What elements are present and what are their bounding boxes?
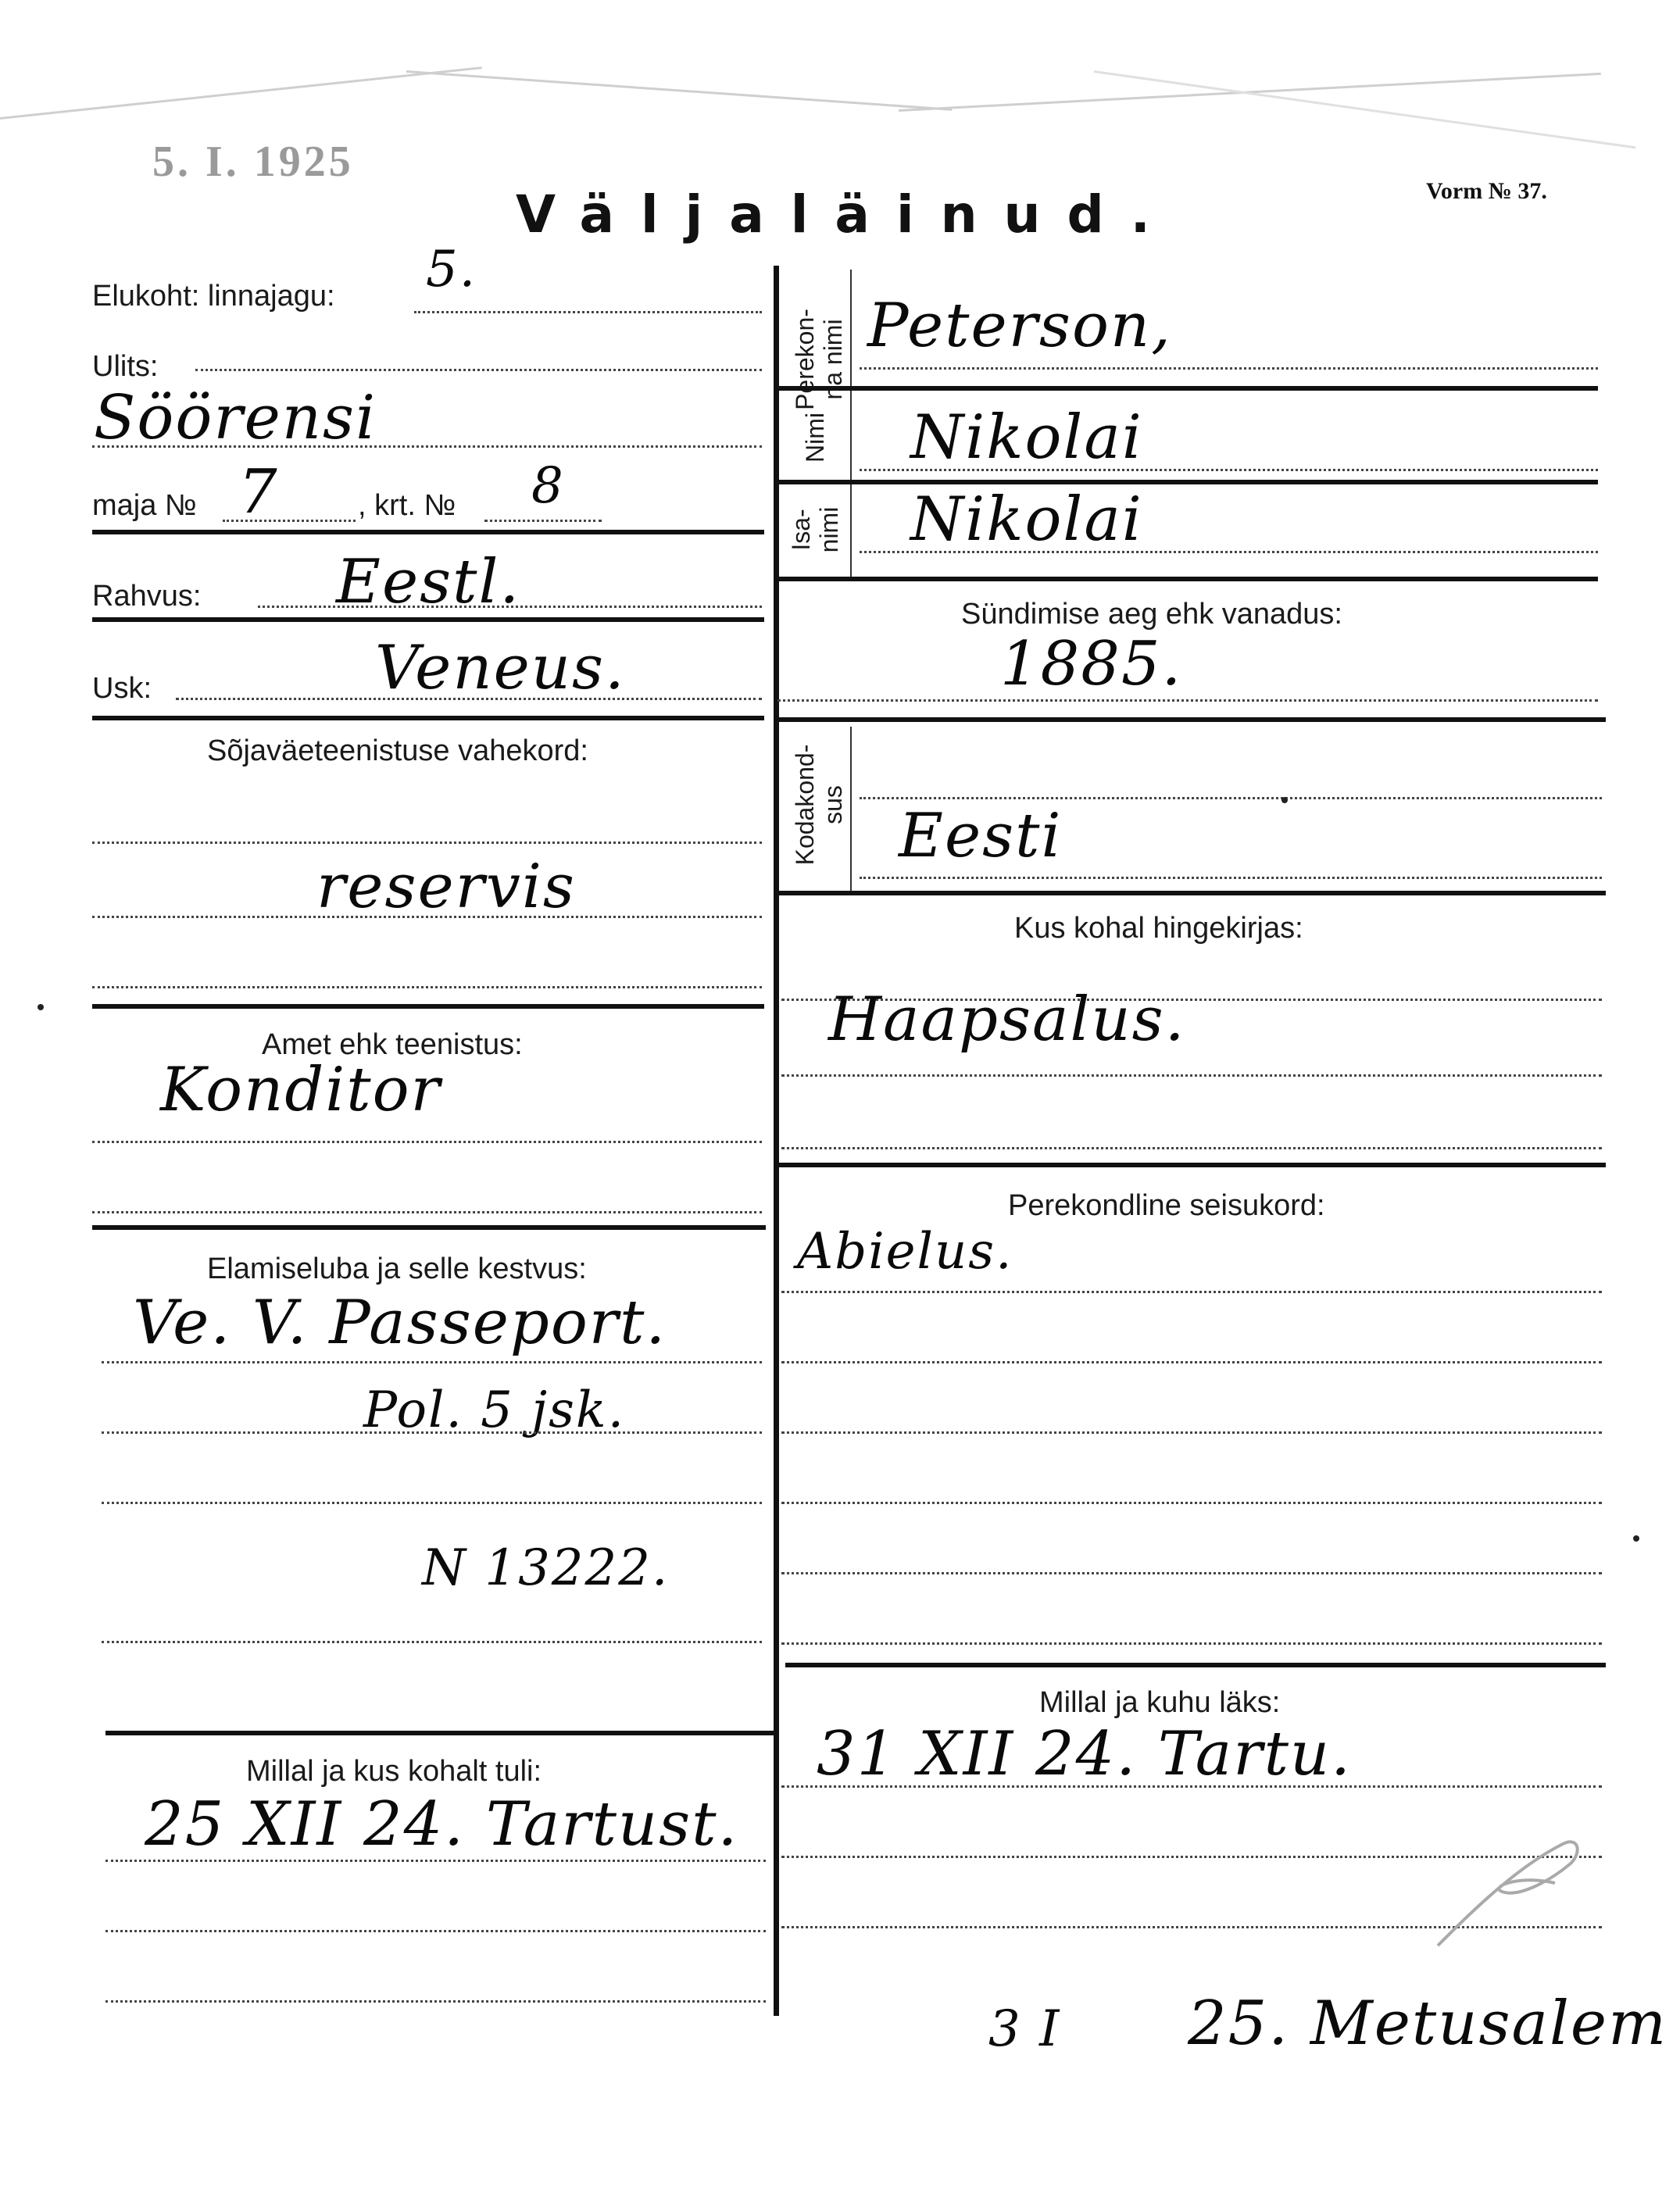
elamiseluba-label: Elamiseluba ja selle kestvus: [207,1253,587,1285]
fill-line [195,369,762,371]
fill-line [781,1502,1602,1504]
sojavae-label: Sõjaväeteenistuse vahekord: [207,734,588,767]
isanimi-value: Nikolai [910,484,1143,555]
paper-crease [406,70,953,111]
fill-line [92,986,762,988]
fill-line [105,1860,766,1862]
synd-value: 1885. [1000,629,1183,699]
paper-crease [1094,70,1636,148]
amet-label: Amet ehk teenistus: [262,1028,523,1061]
amet-value: Konditor [160,1055,441,1125]
fill-line [777,699,1598,702]
ulits-label: Ulits: [92,350,159,383]
fill-line [781,1572,1602,1574]
section-rule [777,577,1598,581]
fill-line [102,1431,762,1434]
laks-label: Millal ja kuhu läks: [1039,1686,1281,1719]
date-stamp: 5. I. 1925 [152,138,354,186]
elukoht-label: Elukoht: linnajagu: [92,280,335,313]
tuli-label: Millal ja kus kohalt tuli: [246,1755,542,1788]
column-divider [774,266,779,2016]
hingekiri-label: Kus kohal hingekirjas: [1014,912,1303,945]
nimi-value: Nikolai [910,402,1143,473]
laks-value: 31 XII 24. Tartu. [817,1719,1352,1789]
fill-line [92,445,762,448]
kodakondsus-value: Eesti [899,801,1063,871]
fill-line [105,1930,766,1932]
fill-line [102,1641,762,1643]
ulits-value: Söörensi [94,383,377,453]
form-title: Väljaläinud. [516,184,1177,245]
fill-line [92,916,762,918]
fill-line [92,1211,762,1213]
fill-line [860,797,1602,799]
usk-value: Veneus. [375,633,626,703]
footer-note-date: 3 I [988,2000,1061,2058]
ink-speck [1633,1535,1639,1542]
label-column-divider [850,270,852,578]
rahvus-value: Eestl. [336,547,521,617]
krt-label: , krt. № [358,489,456,522]
synd-label: Sündimise aeg ehk vanadus: [961,598,1342,631]
maja-value: 7 [238,457,279,527]
perekonnanimi-value: Peterson, [867,291,1172,361]
fill-line [102,1361,762,1363]
fill-line [414,311,762,313]
fill-line [102,1502,762,1504]
fill-line [105,2000,766,2003]
section-rule [785,1663,1606,1667]
ink-speck [1281,797,1288,803]
hingekiri-value: Haapsalus. [828,985,1186,1055]
fill-line [860,367,1598,370]
form-number: Vorm № 37. [1426,178,1547,204]
perekondline-value: Abielus. [797,1223,1013,1281]
fill-line [781,1361,1602,1363]
elamiseluba-line2: Pol. 5 jsk. [363,1381,626,1439]
fill-line [781,1642,1602,1645]
fill-line [484,520,602,522]
section-rule [92,1225,766,1230]
rahvus-label: Rahvus: [92,580,202,613]
perekonnanimi-label: Perekon- na nimi [791,309,847,410]
section-rule [777,891,1606,895]
section-rule [92,1004,764,1009]
elamiseluba-line3: N 13222. [422,1539,670,1597]
pencil-mark [1422,1821,1594,1961]
nimi-label: Nimi [801,413,829,463]
fill-line [781,1074,1602,1077]
fill-line [860,877,1602,879]
section-rule [777,386,1598,391]
section-rule [92,716,764,720]
fill-line [92,1141,762,1143]
paper-crease [0,66,482,120]
maja-label: maja № [92,489,197,522]
tuli-value: 25 XII 24. Tartust. [145,1789,739,1860]
ink-speck [38,1004,44,1010]
elamiseluba-line1: Ve. V. Passeport. [133,1288,667,1358]
usk-label: Usk: [92,672,152,705]
isanimi-label: Isa- nimi [787,506,843,553]
linnajagu-value: 5. [426,241,477,298]
fill-line [781,1147,1602,1149]
fill-line [781,1785,1602,1788]
label-column-divider [850,727,852,891]
fill-line [781,1291,1602,1293]
section-rule [777,717,1606,722]
section-rule [92,617,764,622]
perekondline-label: Perekondline seisukord: [1008,1189,1325,1222]
section-rule [777,1163,1606,1167]
fill-line [781,1431,1602,1434]
section-rule [777,480,1598,484]
section-rule [105,1731,774,1735]
fill-line [92,842,762,844]
section-rule [92,530,764,534]
sojavae-value: reservis [316,852,576,922]
footer-signature: 25. Metusalem [1188,1989,1668,2059]
krt-value: 8 [531,457,565,515]
kodakondsus-label: Kodakond- sus [791,744,847,866]
